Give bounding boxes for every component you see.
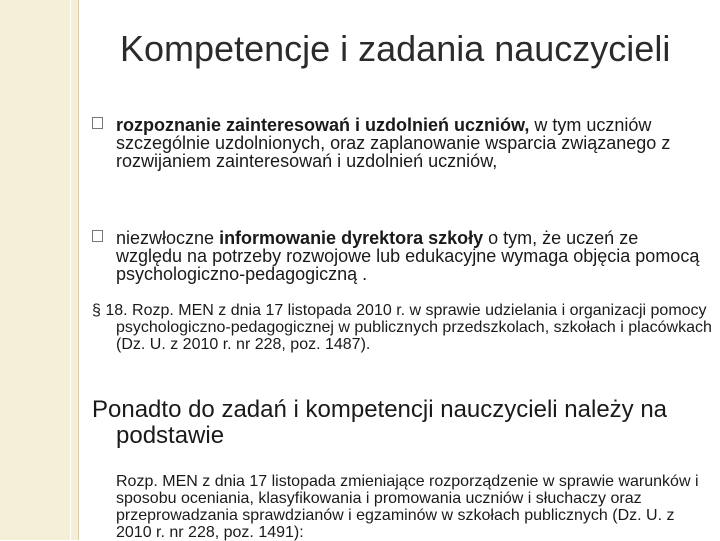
bullet-item-2 bbox=[92, 229, 702, 283]
bullet-2-rest: o tym, że uczeń ze względu na potrzeby rozwojowe lub edukacyjne wymaga objęcia pomocą psychologiczno-pedagogiczną . bbox=[116, 228, 700, 284]
bullet-1-rest: w tym uczniów szczególnie uzdolnionych, oraz zaplanowanie wsparcia związanego z rozwijaniem zainteresowań i uzdolnień uczniów, bbox=[116, 115, 671, 171]
bullet-square-icon bbox=[92, 230, 103, 242]
bullet-2-pre: niezwłoczne bbox=[116, 228, 220, 248]
reference-2: Rozp. MEN z dnia 17 listopada zmieniające rozporządzenie w sprawie warunków i sposobu oceniania, klasyfikowania i promowania uczniów i słuchaczy oraz przeprowadzania sprawdzianów i egzaminów w szkołach publicznych (Dz. U. z 2010 r. nr 228, poz. 1491): bbox=[116, 473, 699, 541]
slide-title: Kompetencje i zadania nauczycieli bbox=[120, 28, 671, 69]
section-heading: Ponadto do zadań i kompetencji nauczycieli należy na podstawie bbox=[92, 396, 668, 449]
decorative-sidebar bbox=[0, 0, 79, 540]
bullet-1-bold: rozpoznanie zainteresowań i uzdolnień uczniów, bbox=[116, 115, 530, 135]
sidebar-divider bbox=[70, 0, 71, 540]
bullet-square-icon bbox=[92, 117, 103, 129]
bullet-text-1 bbox=[116, 116, 702, 170]
bullet-2-bold: informowanie dyrektora szkoły bbox=[219, 228, 484, 248]
reference-1: § 18. Rozp. MEN z dnia 17 listopada 2010 r. w sprawie udzielania i organizacji pomocy psychologiczno-pedagogicznej w publicznych przedszkolach, szkołach i placówkach (Dz. U. z 2010 r. nr 228, poz. 1487). bbox=[92, 302, 712, 353]
bullet-text-2 bbox=[116, 229, 702, 283]
bullet-item-1 bbox=[92, 116, 702, 170]
